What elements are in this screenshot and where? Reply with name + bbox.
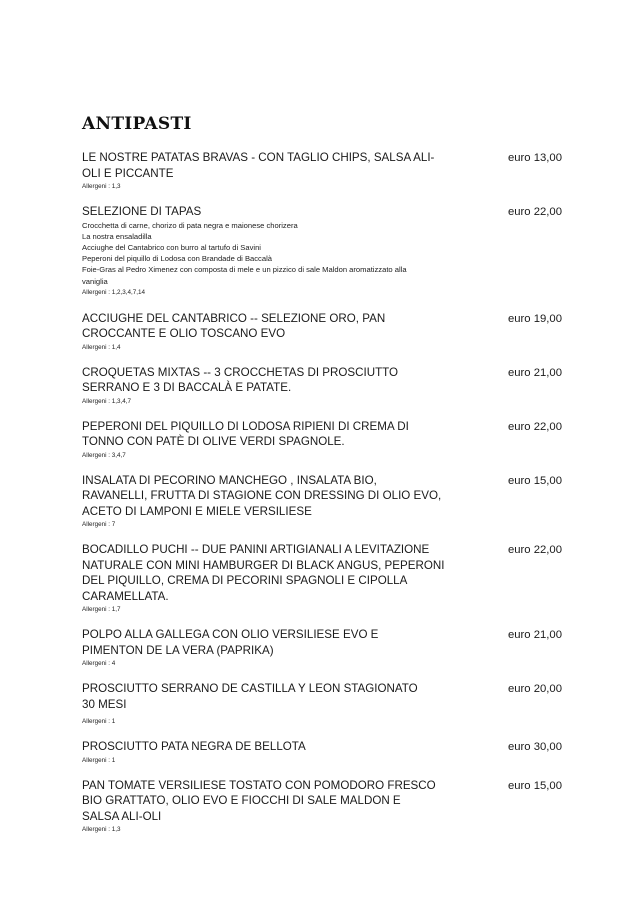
item-price: euro 15,00 <box>507 474 562 487</box>
item-name: LE NOSTRE PATATAS BRAVAS - CON TAGLIO CHIPS, SALSA ALI-OLI E PICCANTE <box>82 151 435 180</box>
item-name: BOCADILLO PUCHI -- DUE PANINI ARTIGIANALI A LEVITAZIONE NATURALE CON MINI HAMBURGER DI BLACK ANGUS, PEPERONI DEL PIQUILLO, CREMA DI PECORINI SPAGNOLI E CIPOLLA CARAMELLATA. <box>82 543 445 603</box>
item-description-line: Foie-Gras al Pedro Ximenez con composta di mele e un pizzico di sale Maldon aromatizzato alla vaniglia <box>82 265 407 286</box>
item-price: euro 19,00 <box>507 312 562 325</box>
item-allergens: Allergeni : 1 <box>82 756 116 764</box>
item-name: CROQUETAS MIXTAS -- 3 CROCCHETAS DI PROSCIUTTO SERRANO E 3 DI BACCALÀ E PATATE. <box>82 365 399 395</box>
item-allergens: Allergeni : 4 <box>82 660 116 668</box>
item-name: PROSCIUTTO PATA NEGRA DE BELLOTA <box>82 740 306 754</box>
menu-item <box>82 473 562 530</box>
item-allergens: Allergeni : 1,7 <box>82 606 121 614</box>
item-price: euro 22,00 <box>507 544 562 557</box>
item-allergens: Allergeni : 1,3,4,7 <box>82 397 132 405</box>
item-allergens: Allergeni : 3,4,7 <box>82 451 126 459</box>
menu-item <box>82 311 562 352</box>
item-price: euro 30,00 <box>507 741 562 754</box>
menu-item <box>82 681 562 726</box>
menu-item <box>82 739 562 765</box>
item-description-line: La nostra ensaladilla <box>82 231 152 241</box>
item-allergens: Allergeni : 1,2,3,4,7,14 <box>82 288 146 296</box>
item-name: SELEZIONE DI TAPAS <box>82 205 202 218</box>
item-description-line: Acciughe del Cantabrico con burro al tartufo di Savini <box>82 242 261 252</box>
item-price: euro 22,00 <box>507 206 562 218</box>
item-name: PAN TOMATE VERSILIESE TOSTATO CON POMODORO FRESCO BIO GRATTATO, OLIO EVO E FIOCCHI DI SALE MALDON E SALSA ALI-OLI <box>82 778 436 823</box>
menu-item <box>82 365 562 406</box>
menu-item <box>82 150 562 191</box>
menu-item <box>82 627 562 668</box>
item-price: euro 21,00 <box>507 629 562 642</box>
item-price: euro 20,00 <box>507 683 562 696</box>
item-allergens: Allergeni : 1,4 <box>82 343 121 351</box>
item-price: euro 22,00 <box>507 420 562 433</box>
item-price: euro 13,00 <box>507 152 562 164</box>
item-allergens: Allergeni : 7 <box>82 521 116 529</box>
item-name: ACCIUGHE DEL CANTABRICO -- SELEZIONE ORO, PAN CROCCANTE E OLIO TOSCANO EVO <box>82 311 386 341</box>
menu-item <box>82 204 562 297</box>
section-title: ANTIPASTI <box>82 114 192 134</box>
item-name: INSALATA DI PECORINO MANCHEGO , INSALATA BIO, RAVANELLI, FRUTTA DI STAGIONE CON DRESSING DI OLIO EVO, ACETO DI LAMPONI E MIELE VERSILIESE <box>82 473 442 518</box>
menu-item <box>82 778 562 835</box>
item-allergens: Allergeni : 1 <box>82 718 116 726</box>
item-allergens: Allergeni : 1,3 <box>82 183 121 190</box>
item-price: euro 15,00 <box>507 779 562 792</box>
item-name: PROSCIUTTO SERRANO DE CASTILLA Y LEON STAGIONATO 30 MESI <box>82 682 418 711</box>
item-name: POLPO ALLA GALLEGA CON OLIO VERSILIESE EVO E PIMENTON DE LA VERA (PAPRIKA) <box>82 628 379 657</box>
menu-list <box>82 150 562 847</box>
item-description-line: Peperoni del piquillo di Lodosa con Brandade di Baccalà <box>82 254 272 264</box>
item-allergens: Allergeni : 1,3 <box>82 826 121 834</box>
menu-item <box>82 419 562 460</box>
item-name: PEPERONI DEL PIQUILLO DI LODOSA RIPIENI DI CREMA DI TONNO CON PATÈ DI OLIVE VERDI SPAGNOLE. <box>82 419 409 449</box>
menu-item <box>82 542 562 614</box>
item-description-line: Crocchetta di carne, chorizo di pata negra e maionese chorizera <box>82 220 298 230</box>
item-price: euro 21,00 <box>507 366 562 379</box>
